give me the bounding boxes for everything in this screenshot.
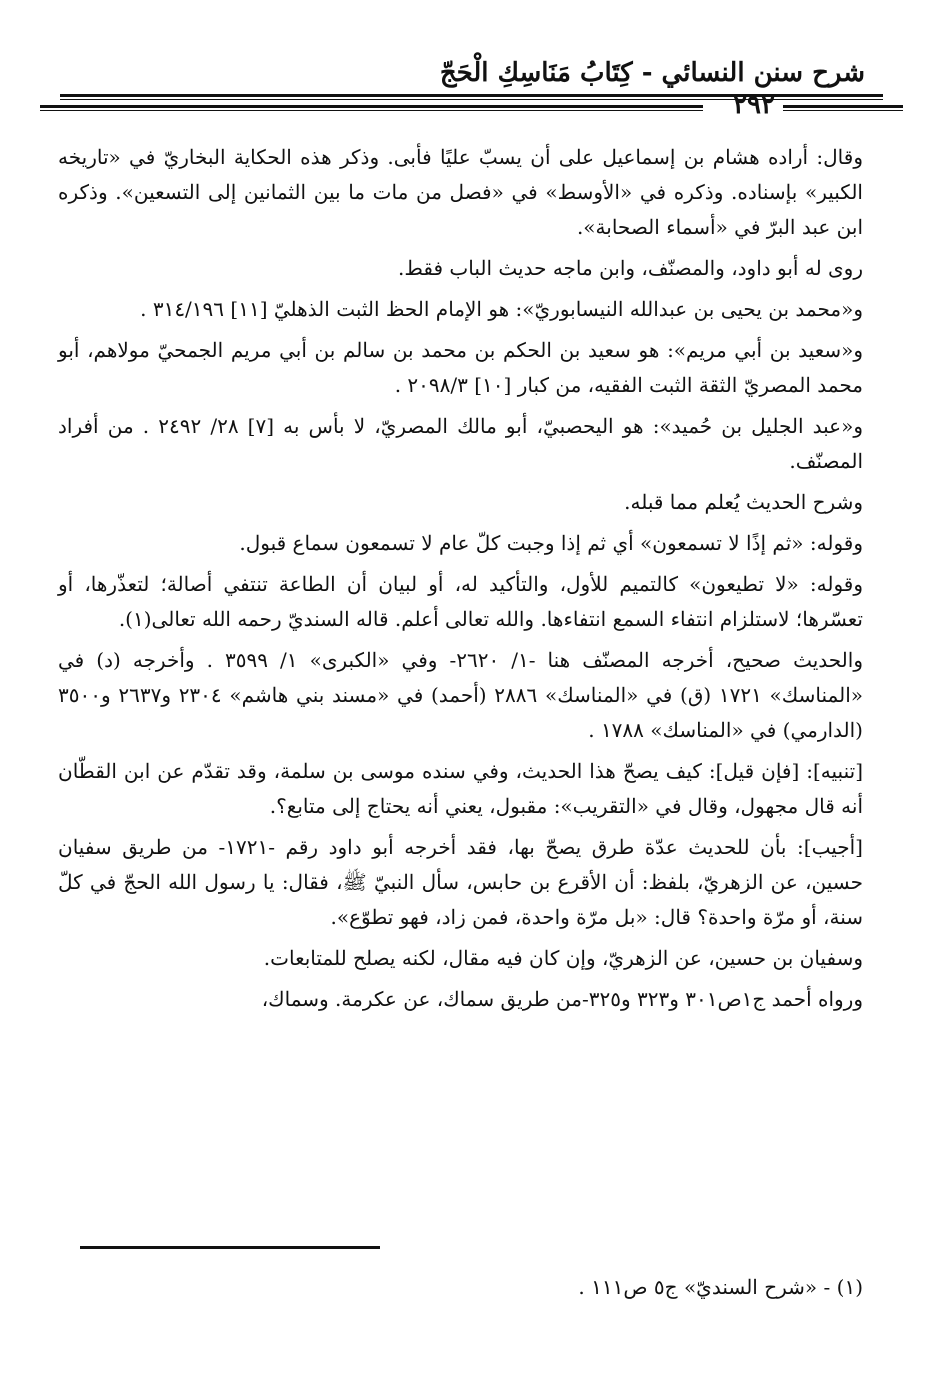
paragraph: وشرح الحديث يُعلم مما قبله.: [624, 490, 863, 514]
paragraph: وقال: أراده هشام بن إسماعيل على أن يسبّ عليًا فأبى. وذكر هذه الحكاية البخاريّ في «تاريخه الكبير» بإسناده. وذكره في «الأوسط» في «فصل من مات ما بين الثمانين إلى التسعين». وذكره ابن عبد البرّ في «أسماء الصحابة».: [58, 145, 863, 239]
page-number-row: [40, 90, 903, 122]
paragraph: و«محمد بن يحيى بن عبدالله النيسابوريّ»: هو الإمام الحظ الثبت الذهليّ [١١] ٣١٤/١٩٦ .: [140, 297, 863, 321]
footnote-separator: [80, 1246, 380, 1249]
paragraph: [تنبيه]: [فإن قيل]: كيف يصحّ هذا الحديث، وفي سنده موسى بن سلمة، وقد تقدّم عن ابن القطّان أنه قال مجهول، وقال في «التقريب»: مقبول، يعني أنه يحتاج إلى متابع؟.: [58, 759, 863, 818]
paragraph: و«سعيد بن أبي مريم»: هو سعيد بن الحكم بن محمد بن سالم بن أبي مريم الجمحيّ مولاهم، أبو محمد المصريّ الثقة الثبت الفقيه، من كبار [١٠] ٢٠٩٨/٣ .: [58, 338, 863, 397]
paragraph: وقوله: «ثم إذًا لا تسمعون» أي ثم إذا وجبت كلّ عام لا تسمعون سماع قبول.: [239, 531, 863, 555]
paragraph: روى له أبو داود، والمصنّف، وابن ماجه حديث الباب فقط.: [398, 256, 863, 280]
running-title: شرح سنن النسائي - كِتَابُ مَنَاسِكِ الْحَجّ: [439, 58, 865, 88]
main-text: [58, 140, 863, 1023]
page-number-rule-right: [783, 105, 903, 111]
page-number-rule-left: [40, 105, 703, 111]
paragraph: وقوله: «لا تطيعون» كالتميم للأول، والتأكيد له، أو لبيان أن الطاعة تنتفي أصالة؛ لتعذّرها، أو تعسّرها؛ لاستلزام انتفاء السمع انتفاءها. والله تعالى أعلم. قاله السنديّ رحمه الله تعالى(١).: [58, 572, 863, 631]
footnote: (١) - «شرح السنديّ» ج٥ ص١١١ .: [578, 1275, 863, 1299]
paragraph: والحديث صحيح، أخرجه المصنّف هنا -١/ ٢٦٢٠- وفي «الكبرى» ١/ ٣٥٩٩ . وأخرجه (د) في «المناسك» ١٧٢١ (ق) في «المناسك» ٢٨٨٦ (أحمد) في «مسند بني هاشم» ٢٣٠٤ و٢٦٣٧ و٣٥٠٠ (الدارمي) في «المناسك» ١٧٨٨ .: [58, 648, 863, 742]
paragraph: ورواه أحمد ج١ص٣٠١ و٣٢٣ و٣٢٥-من طريق سماك، عن عكرمة. وسماك،: [261, 987, 863, 1011]
page-number: ٢٩٢: [733, 90, 775, 120]
paragraph: وسفيان بن حسين، عن الزهريّ، وإن كان فيه مقال، لكنه يصلح للمتابعات.: [263, 946, 863, 970]
paragraph: و«عبد الجليل بن حُميد»: هو اليحصبيّ، أبو مالك المصريّ، لا بأس به [٧] ٢٨/ ٢٤٩٢ . من أفراد المصنّف.: [58, 414, 863, 473]
paragraph: [أجيب]: بأن للحديث عدّة طرق يصحّ بها، فقد أخرجه أبو داود رقم -١٧٢١- من طريق سفيان حسين، عن الزهريّ، بلفظ: أن الأقرع بن حابس، سأل النبيّ ﷺ، فقال: يا رسول الله الحجّ في كلّ سنة، أو مرّة واحدة؟ قال: «بل مرّة واحدة، فمن زاد، فهو تطوّع».: [58, 835, 863, 929]
